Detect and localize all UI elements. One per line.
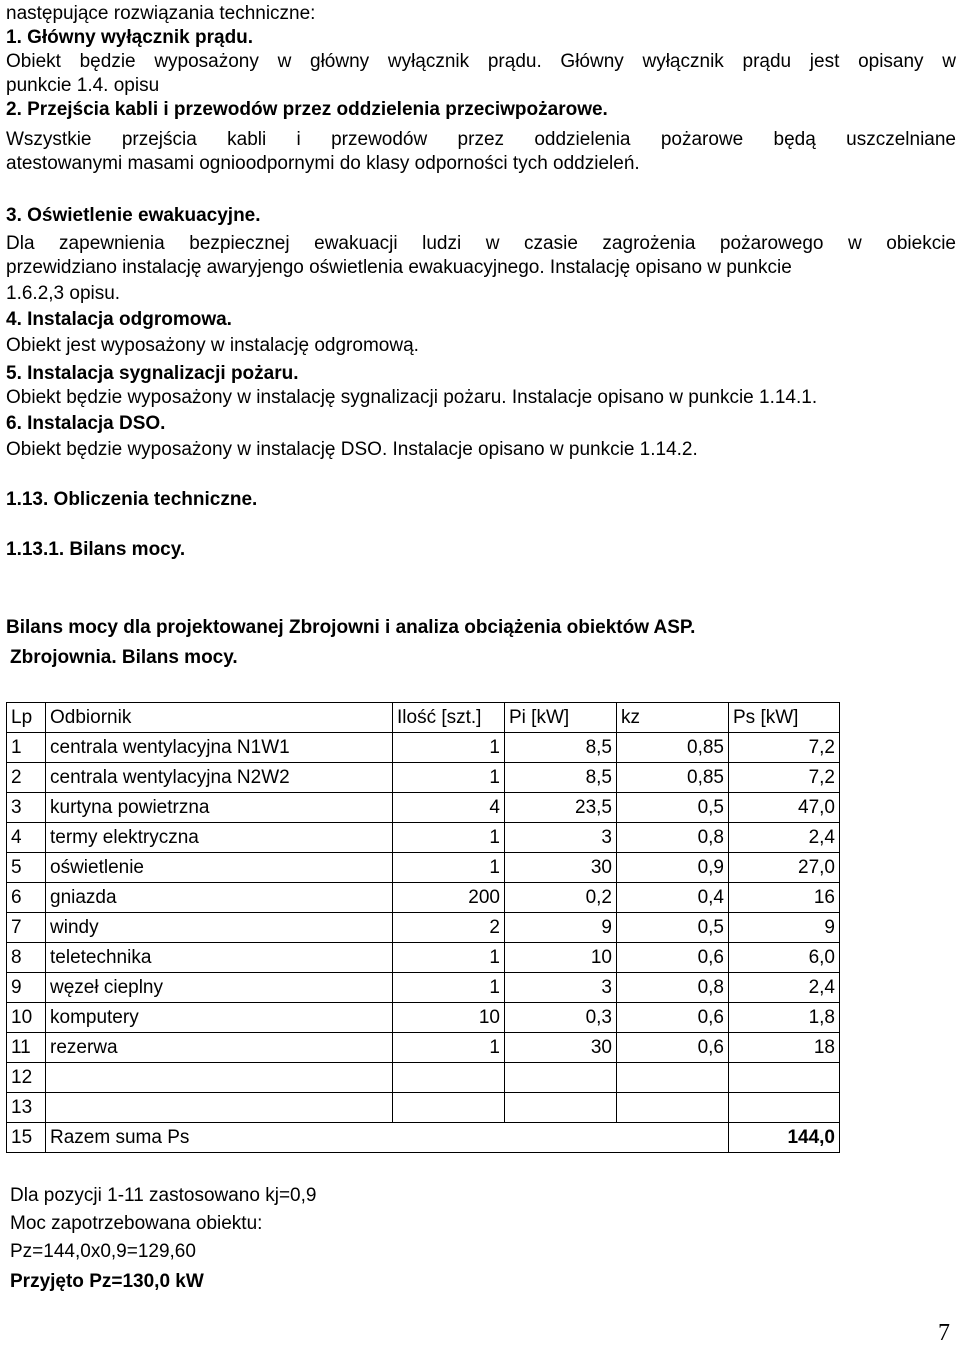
table-cell: 8,5 xyxy=(505,733,617,763)
table-row xyxy=(7,853,840,883)
section-2-heading: 2. Przejścia kabli i przewodów przez oddzielenia przeciwpożarowe. xyxy=(6,99,608,120)
table-cell: 0,6 xyxy=(617,1033,729,1063)
section-1-text-cont: punkcie 1.4. opisu xyxy=(6,75,160,96)
table-row xyxy=(7,1003,840,1033)
table-cell: 0,5 xyxy=(617,913,729,943)
table-cell: 3 xyxy=(505,973,617,1003)
table-cell xyxy=(729,1093,840,1123)
table-cell: 8,5 xyxy=(505,763,617,793)
table-cell: 3 xyxy=(7,793,46,823)
table-cell: 9 xyxy=(7,973,46,1003)
table-row xyxy=(7,943,840,973)
table-cell: 1 xyxy=(393,943,505,973)
bilans-title: Bilans mocy dla projektowanej Zbrojowni i analiza obciążenia obiektów ASP. xyxy=(6,617,696,638)
section-2-text-cont: atestowanymi masami ognioodpornymi do klasy odporności tych oddzieleń. xyxy=(6,153,640,174)
table-cell: 10 xyxy=(393,1003,505,1033)
table-row xyxy=(7,973,840,1003)
table-cell: oświetlenie xyxy=(46,853,393,883)
table-cell: 7,2 xyxy=(729,733,840,763)
table-cell: 30 xyxy=(505,853,617,883)
table-cell: 18 xyxy=(729,1033,840,1063)
section-2-text: Wszystkie przejścia kabli i przewodów przez oddzielenia pożarowe będą uszczelniane xyxy=(6,129,956,150)
section-3-text-cont: przewidziano instalację awaryjengo oświetlenia ewakuacyjnego. Instalację opisano w punkcie xyxy=(6,257,792,278)
table-header-cell: Ps [kW] xyxy=(729,703,840,733)
note-moc: Moc zapotrzebowana obiektu: xyxy=(10,1213,263,1234)
table-cell: 11 xyxy=(7,1033,46,1063)
table-cell: 4 xyxy=(393,793,505,823)
table-header-cell: Pi [kW] xyxy=(505,703,617,733)
table-cell xyxy=(46,1063,393,1093)
table-cell: 0,8 xyxy=(617,973,729,1003)
table-cell: komputery xyxy=(46,1003,393,1033)
table-cell xyxy=(393,1063,505,1093)
table-header-cell: Odbiornik xyxy=(46,703,393,733)
table-cell: 30 xyxy=(505,1033,617,1063)
section-1-heading: 1. Główny wyłącznik prądu. xyxy=(6,27,254,48)
section-1-text: Obiekt będzie wyposażony w główny wyłącznik prądu. Główny wyłącznik prądu jest opisany w xyxy=(6,51,956,72)
table-cell: windy xyxy=(46,913,393,943)
total-value: 144,0 xyxy=(729,1123,840,1153)
table-cell: 9 xyxy=(729,913,840,943)
power-balance-table xyxy=(6,702,840,1153)
page-number: 7 xyxy=(938,1320,950,1346)
section-6-heading: 6. Instalacja DSO. xyxy=(6,413,166,434)
total-label: Razem suma Ps xyxy=(46,1123,729,1153)
section-4-heading: 4. Instalacja odgromowa. xyxy=(6,309,232,330)
table-cell xyxy=(393,1093,505,1123)
table-cell: 23,5 xyxy=(505,793,617,823)
table-cell xyxy=(505,1093,617,1123)
table-cell xyxy=(617,1063,729,1093)
table-cell: 10 xyxy=(505,943,617,973)
table-cell: 3 xyxy=(505,823,617,853)
table-cell xyxy=(505,1063,617,1093)
table-row xyxy=(7,1033,840,1063)
section-5-heading: 5. Instalacja sygnalizacji pożaru. xyxy=(6,363,299,384)
table-cell: 0,9 xyxy=(617,853,729,883)
table-cell: 7 xyxy=(7,913,46,943)
table-cell: 1 xyxy=(393,823,505,853)
intro-text: następujące rozwiązania techniczne: xyxy=(6,3,316,24)
table-cell: 7,2 xyxy=(729,763,840,793)
table-row xyxy=(7,883,840,913)
table-row xyxy=(7,1093,840,1123)
section-5-text: Obiekt będzie wyposażony w instalację sygnalizacji pożaru. Instalacje opisano w punkcie 1.14.1. xyxy=(6,387,818,408)
table-cell: termy elektryczna xyxy=(46,823,393,853)
table-cell: 47,0 xyxy=(729,793,840,823)
table-cell: 0,4 xyxy=(617,883,729,913)
table-cell: 1 xyxy=(393,1033,505,1063)
table-cell xyxy=(617,1093,729,1123)
section-4-text: Obiekt jest wyposażony w instalację odgromową. xyxy=(6,335,419,356)
bilans-subtitle: Zbrojownia. Bilans mocy. xyxy=(10,647,238,668)
table-cell: 1 xyxy=(393,763,505,793)
table-cell: 2 xyxy=(393,913,505,943)
table-cell: 0,8 xyxy=(617,823,729,853)
table-row xyxy=(7,823,840,853)
table-cell: 5 xyxy=(7,853,46,883)
heading-1-13: 1.13. Obliczenia techniczne. xyxy=(6,489,258,510)
table-cell: 10 xyxy=(7,1003,46,1033)
table-cell: 4 xyxy=(7,823,46,853)
table-cell: 0,85 xyxy=(617,763,729,793)
table-cell: 1,8 xyxy=(729,1003,840,1033)
section-3-text-end: 1.6.2,3 opisu. xyxy=(6,283,121,304)
table-header-row xyxy=(7,703,840,733)
table-cell xyxy=(46,1093,393,1123)
table-cell: 1 xyxy=(7,733,46,763)
table-cell: 6,0 xyxy=(729,943,840,973)
table-cell: 0,6 xyxy=(617,1003,729,1033)
table-cell: kurtyna powietrzna xyxy=(46,793,393,823)
table-cell: 6 xyxy=(7,883,46,913)
table-cell: 1 xyxy=(393,733,505,763)
table-cell: 1 xyxy=(393,973,505,1003)
table-cell: 13 xyxy=(7,1093,46,1123)
table-row xyxy=(7,763,840,793)
table-cell: 27,0 xyxy=(729,853,840,883)
table-cell: gniazda xyxy=(46,883,393,913)
table-cell: centrala wentylacyjna N1W1 xyxy=(46,733,393,763)
section-3-text: Dla zapewnienia bezpiecznej ewakuacji ludzi w czasie zagrożenia pożarowego w obiekcie xyxy=(6,233,956,254)
table-header-cell: Lp xyxy=(7,703,46,733)
table-cell: centrala wentylacyjna N2W2 xyxy=(46,763,393,793)
table-header-cell: Ilość [szt.] xyxy=(393,703,505,733)
table-cell: 0,3 xyxy=(505,1003,617,1033)
note-pz: Pz=144,0x0,9=129,60 xyxy=(10,1241,196,1262)
table-cell: 2 xyxy=(7,763,46,793)
table-total-row xyxy=(7,1123,840,1153)
table-cell: teletechnika xyxy=(46,943,393,973)
note-kj: Dla pozycji 1-11 zastosowano kj=0,9 xyxy=(10,1185,317,1206)
table-cell: 12 xyxy=(7,1063,46,1093)
table-cell: 0,2 xyxy=(505,883,617,913)
table-cell: rezerwa xyxy=(46,1033,393,1063)
table-cell: węzeł cieplny xyxy=(46,973,393,1003)
table-cell: 1 xyxy=(393,853,505,883)
total-lp: 15 xyxy=(7,1123,46,1153)
table-cell: 16 xyxy=(729,883,840,913)
table-row xyxy=(7,1063,840,1093)
section-6-text: Obiekt będzie wyposażony w instalację DSO. Instalacje opisano w punkcie 1.14.2. xyxy=(6,439,698,460)
note-przyjeto: Przyjęto Pz=130,0 kW xyxy=(10,1271,204,1292)
table-cell: 0,85 xyxy=(617,733,729,763)
section-3-heading: 3. Oświetlenie ewakuacyjne. xyxy=(6,205,261,226)
table-cell: 0,6 xyxy=(617,943,729,973)
table-cell: 9 xyxy=(505,913,617,943)
heading-1-13-1: 1.13.1. Bilans mocy. xyxy=(6,539,186,560)
table-cell: 200 xyxy=(393,883,505,913)
table-cell: 2,4 xyxy=(729,823,840,853)
table-header-cell: kz xyxy=(617,703,729,733)
table-row xyxy=(7,913,840,943)
table-row xyxy=(7,793,840,823)
table-cell xyxy=(729,1063,840,1093)
table-row xyxy=(7,733,840,763)
table-cell: 2,4 xyxy=(729,973,840,1003)
table-cell: 8 xyxy=(7,943,46,973)
table-cell: 0,5 xyxy=(617,793,729,823)
